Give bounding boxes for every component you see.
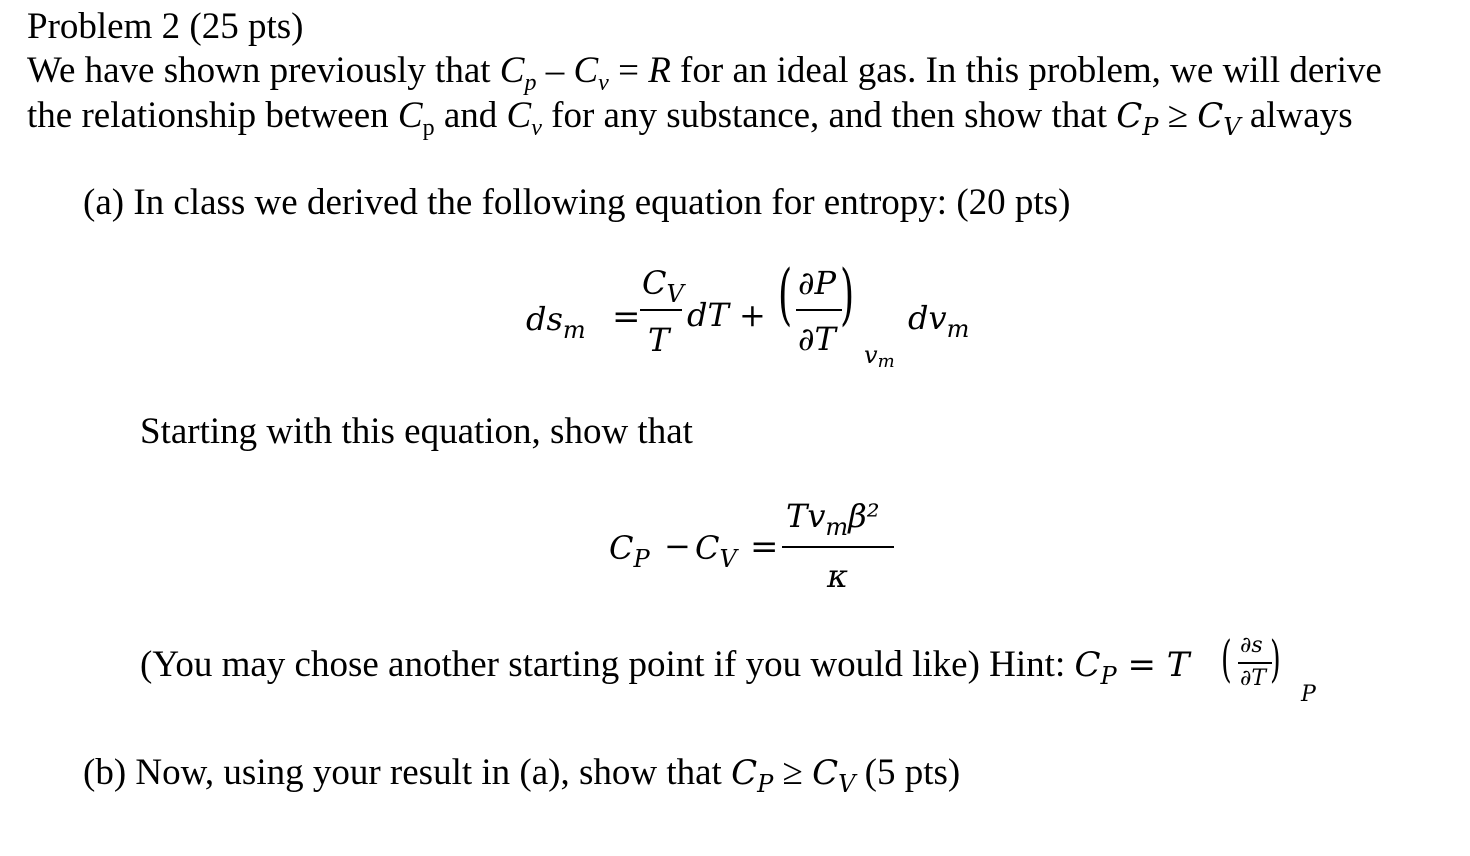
fraction-bar — [1238, 662, 1272, 664]
cv-symbol: $C_V$ — [812, 753, 856, 798]
part-a-text: (a) In class we derived the following equation for entropy: (20 pts) — [83, 182, 1071, 223]
cp-symbol: $C_p$ — [499, 50, 537, 96]
r-symbol: R — [648, 50, 671, 91]
dvm-term: $dv_m$ — [908, 299, 970, 343]
intro-mid-text: for any substance, and then show that — [541, 95, 1117, 136]
p-subscript: P — [1301, 682, 1316, 707]
and-text: and — [434, 95, 507, 136]
partial-t: ∂T — [1240, 666, 1267, 691]
geq-sign: ≥ — [1158, 95, 1198, 136]
intro-text-suffix: for an ideal gas. In this problem, we will derive — [670, 50, 1382, 91]
cv-term: $C_V$ — [695, 529, 737, 573]
cp-term: $C_P$ — [609, 529, 650, 573]
dt-plus-term: dT + — [687, 296, 766, 334]
minus-sign: – — [536, 50, 574, 91]
vm-subscript: vm — [864, 341, 895, 372]
close-paren: ) — [1270, 630, 1281, 688]
always-text: always — [1240, 95, 1353, 136]
cv-symbol: $C_v$ — [506, 95, 542, 141]
cp-math-symbol: $C_P$ — [1116, 96, 1159, 141]
cp-symbol: $C_P$ — [1074, 645, 1117, 690]
cv-math-symbol: $C_V$ — [1197, 96, 1241, 141]
hint-text: (You may chose another starting point if you would like) Hint: — [140, 644, 1075, 685]
numerator: $Tv_m\beta^2$ — [786, 497, 880, 541]
equals-sign: = — [608, 50, 649, 91]
starting-text-label: Starting with this equation, show that — [140, 411, 693, 452]
ds-term: $ds_m$ — [526, 300, 586, 344]
problem-title-text: Problem 2 (25 pts) — [27, 6, 304, 47]
intro-text: We have shown previously that — [27, 50, 500, 91]
t-denominator: T — [648, 321, 670, 359]
equals-t: = T — [1116, 645, 1190, 685]
geq-sign: ≥ — [773, 752, 813, 793]
cv-numerator: $C_V$ — [642, 264, 684, 308]
part-b-text: (b) Now, using your result in (a), show that — [83, 752, 732, 793]
open-paren: ( — [778, 256, 793, 333]
minus-sign: − — [664, 527, 691, 565]
cv-symbol: $C_v$ — [573, 50, 609, 96]
kappa-denominator: κ — [827, 557, 848, 595]
cp-symbol: $C_P$ — [731, 753, 774, 798]
cp-symbol: $C_p$ — [397, 95, 435, 141]
partial-t: ∂T — [798, 320, 836, 358]
close-paren: ) — [840, 256, 855, 333]
partial-s: ∂s — [1240, 633, 1263, 658]
open-paren: ( — [1221, 630, 1232, 688]
equals-sign: = — [612, 297, 641, 337]
intro-text-2: the relationship between — [27, 95, 398, 136]
partial-p: ∂P — [798, 264, 837, 302]
part-b-label — [83, 754, 960, 796]
equals-sign: = — [750, 527, 779, 567]
part-b-points: (5 pts) — [855, 752, 961, 793]
